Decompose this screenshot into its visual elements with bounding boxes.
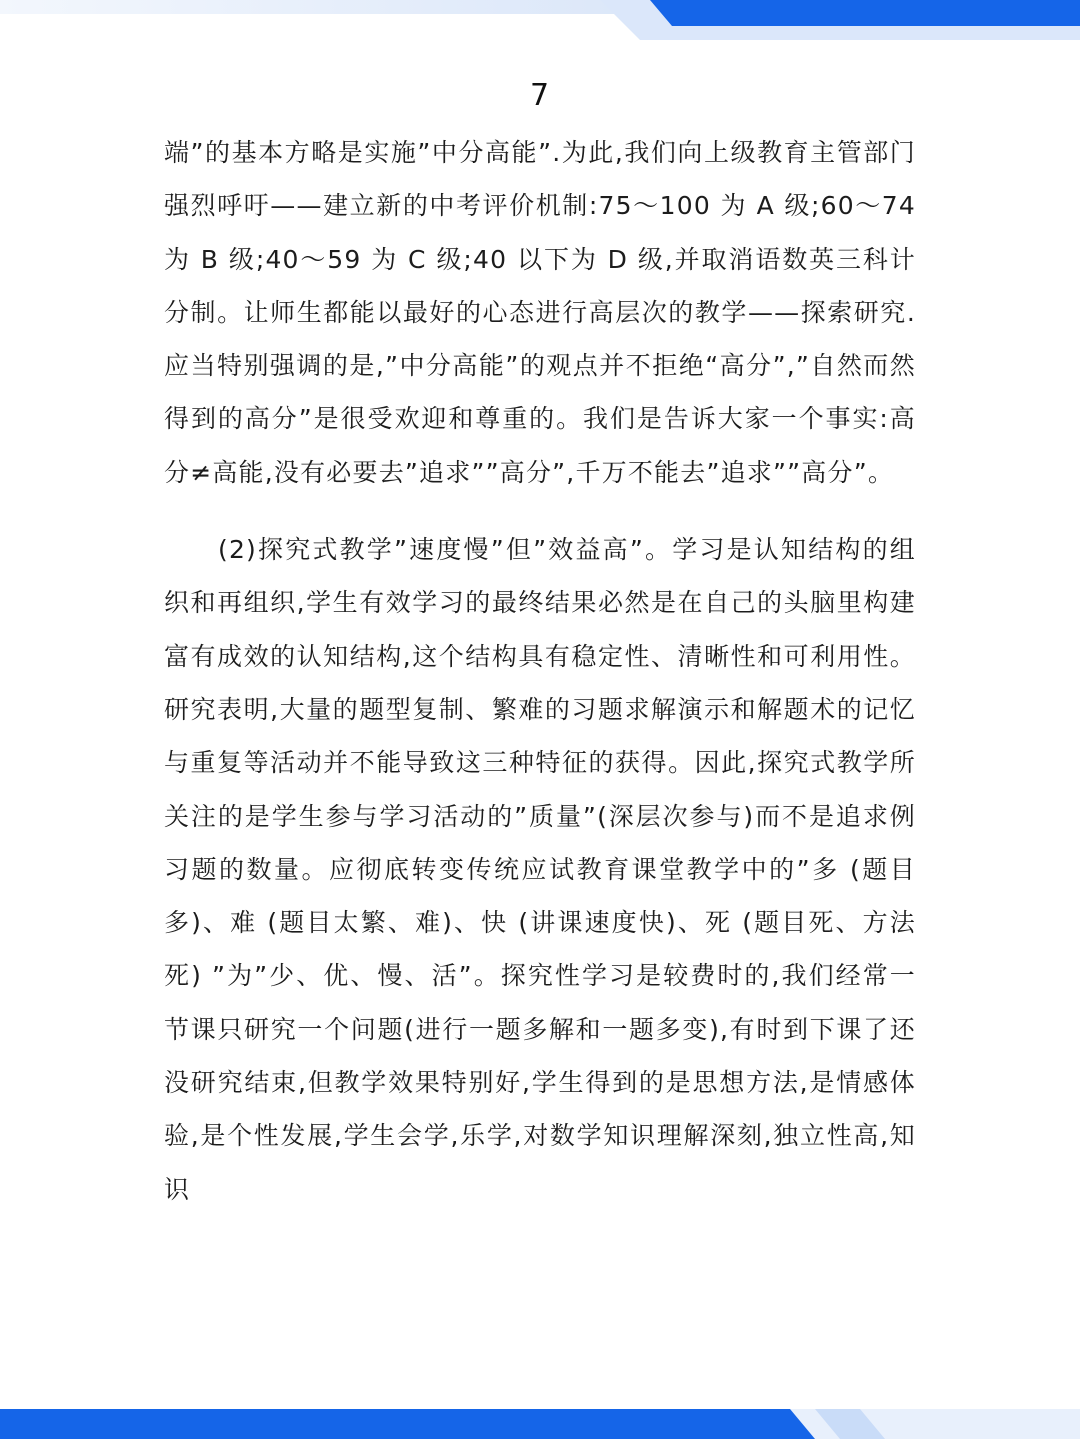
bottom-decorative-band	[0, 1409, 1080, 1439]
paragraph-2: (2)探究式教学”速度慢”但”效益高”。学习是认知结构的组织和再组织,学生有效学习的最终结果必然是在自己的头脑里构建富有成效的认知结构,这个结构具有稳定性、清晰性和可利用性。研究表明,大量的题型复制、繁难的习题求解演示和解题术的记忆与重复等活动并不能导致这三种特征的获得。因此,探究式教学所关注的是学生参与学习活动的”质量”(深层次参与)而不是追求例习题的数量。应彻底转变传统应试教育课堂教学中的”多 (题目多)、难 (题目太繁、难)、快 (讲课速度快)、死 (题目死、方法死) ”为”少、优、慢、活”。探究性学习是较费时的,我们经常一节课只研究一个问题(进行一题多解和一题多变),有时到下课了还没研究结束,但教学效果特别好,学生得到的是思想方法,是情感体验,是个性发展,学生会学,乐学,对数学知识理解深刻,独立性高,知识	[164, 535, 916, 1204]
paragraph-1: 端”的基本方略是实施”中分高能”.为此,我们向上级教育主管部门强烈呼吁——建立新的中考评价机制:75～100 为 A 级;60～74 为 B 级;40～59 为 C 级;40 以下为 D 级,并取消语数英三科计分制。让师生都能以最好的心态进行高层次的教学——探索研究.应当特别强调的是,”中分高能”的观点并不拒绝“高分”,”自然而然得到的高分”是很受欢迎和尊重的。我们是告诉大家一个事实:高分≠高能,没有必要去”追求””高分”,千万不能去”追求””高分”。	[164, 138, 916, 487]
top-decorative-band	[0, 0, 1080, 40]
top-band-graphic	[0, 0, 1080, 40]
bottom-band-graphic	[0, 1409, 1080, 1439]
page-number: 7	[529, 78, 551, 113]
document-body	[164, 126, 916, 1216]
